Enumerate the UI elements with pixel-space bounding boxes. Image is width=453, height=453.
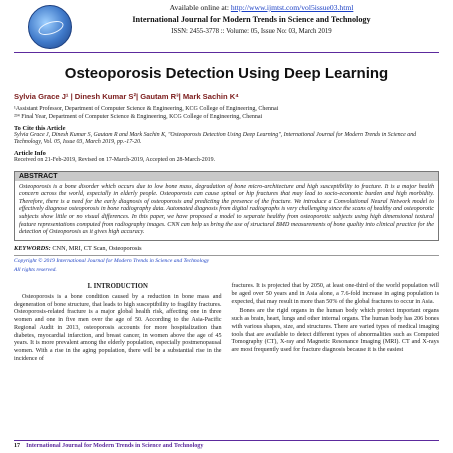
footer-journal-name: International Journal for Modern Trends in Science and Technology [26, 443, 204, 449]
paper-title: Osteoporosis Detection Using Deep Learning [64, 65, 389, 82]
affiliation-2: ²³⁴ Final Year, Department of Computer Science & Engineering, KCG College of Engineering, Chennai [14, 114, 263, 120]
body-columns [14, 283, 439, 365]
article-info-heading: Article Info [14, 150, 46, 158]
body-column-right [232, 283, 440, 365]
keywords-line [14, 245, 439, 252]
abstract-text: Osteoporosis is a bone disorder which occurs due to low bone mass, degradation of bone micro-architecture and high susceptibility to fracture. It is a major health concern across the world, especially in elderly people. Osteoporosis can cause spinal or hip fractures that may lead to socio-economic burden and high morbidity. Therefore, there is a need for the early diagnosis of osteoporosis and predicting the presence of the fracture. We introduce a Convolutional Neural Network model to effectively diagnose osteoporosis in bone radiography data. Automated diagnosis from digital radiographs is very challenging since the scans of healthy and osteoporotic subjects show little or no visual differences. In this paper, we have proposed a model to separate healthy from osteoporotic subjects using high dimensional textural feature representations computed from radiography images. CNN can help us bring the use of structural BMD measurements of bone quality into clinical practice for the detection of Osteoporosis as it gives high accuracy. [19, 183, 434, 236]
copyright-line-1: Copyright © 2019 International Journal for Modern Trends in Science and Technology [14, 257, 210, 264]
issn-line: ISSN: 2455-3778 :: Volume: 05, Issue No: 03, March 2019 [171, 28, 332, 35]
paper-authors: Sylvia Grace J¹ | Dinesh Kumar S²| Gautam R³| Mark Sachin K⁴ [14, 92, 239, 101]
body-paragraph: Bones are the rigid organs in the human body which protect important organs such as brain, heart, lungs and other internal organs. The human body has 206 bones with various shapes, size, and structures. There are varied types of medical imaging tools that are available to detect different types of abnormalities such as Computed Tomography (CT), X-ray and Magnetic Resonance Imaging (MRI). CT and X-rays are most frequently used for fracture diagnosis because it is the easiest [231, 308, 439, 353]
available-online-line [94, 3, 429, 12]
page-number: 17 [14, 443, 21, 449]
introduction-heading: I. INTRODUCTION [87, 283, 148, 291]
body-column-left [14, 283, 222, 365]
journal-logo-icon [28, 5, 72, 49]
abstract-box [14, 171, 439, 241]
journal-name: International Journal for Modern Trends in Science and Technology [132, 15, 371, 24]
cite-text: Sylvia Grace J, Dinesh Kumar S, Gautam R and Mark Sachin K, "Osteoporosis Detection Using Deep Learning", International Journal for Modern Trends in Science and Technology, Vol. 05, Issue 03, March 2019, pp.-17-20. [14, 132, 417, 146]
available-prefix: Available online at: [169, 3, 231, 12]
article-info-text: Received on 21-Feb-2019, Revised on 17-March-2019, Accepted on 28-March-2019. [14, 157, 216, 164]
cite-heading: To Cite this Article [14, 125, 66, 132]
affiliation-1: ¹Assistant Professor, Department of Computer Science & Engineering, KCG College of Engineering, Chennai [14, 106, 279, 112]
keywords-divider [14, 255, 439, 256]
keywords-heading: KEYWORDS: [14, 244, 51, 252]
journal-url-link[interactable]: http://www.ijmtst.com/vol5issue03.html [230, 3, 354, 12]
copyright-line-2: All rights reserved. [14, 266, 57, 273]
journal-header [14, 0, 439, 53]
abstract-heading: ABSTRACT [15, 172, 438, 181]
page-footer [14, 440, 439, 449]
keywords-text: CNN, MRI, CT Scan, Osteoporosis [50, 244, 142, 252]
body-paragraph: Osteoporosis is a bone condition caused by a reduction in bone mass and degeneration of bone structure, that leads to high susceptibility to fragility fractures. Osteoporosis-related fracture is a major global health risk, affecting one in three women and one in five men over the age of 50. According to the Asia-Pacific Regional Audit in 2013, osteoporosis accounts for more hospitalization than diabetes, myocardial infarction, and breast cancer, in women above the age of 45 years. It is more prevalent among the elderly population, especially postmenopausal women. With a rise in the aging population, there will be a substantial rise in the incidence of [14, 294, 222, 362]
body-paragraph: fractures. It is projected that by 2050, at least one-third of the world population will be aged over 50 years and in Asia alone, a 7.6-fold increase in aging population is expected, that may result in more than 50% of the global fractures to occur in Asia. [231, 283, 439, 305]
